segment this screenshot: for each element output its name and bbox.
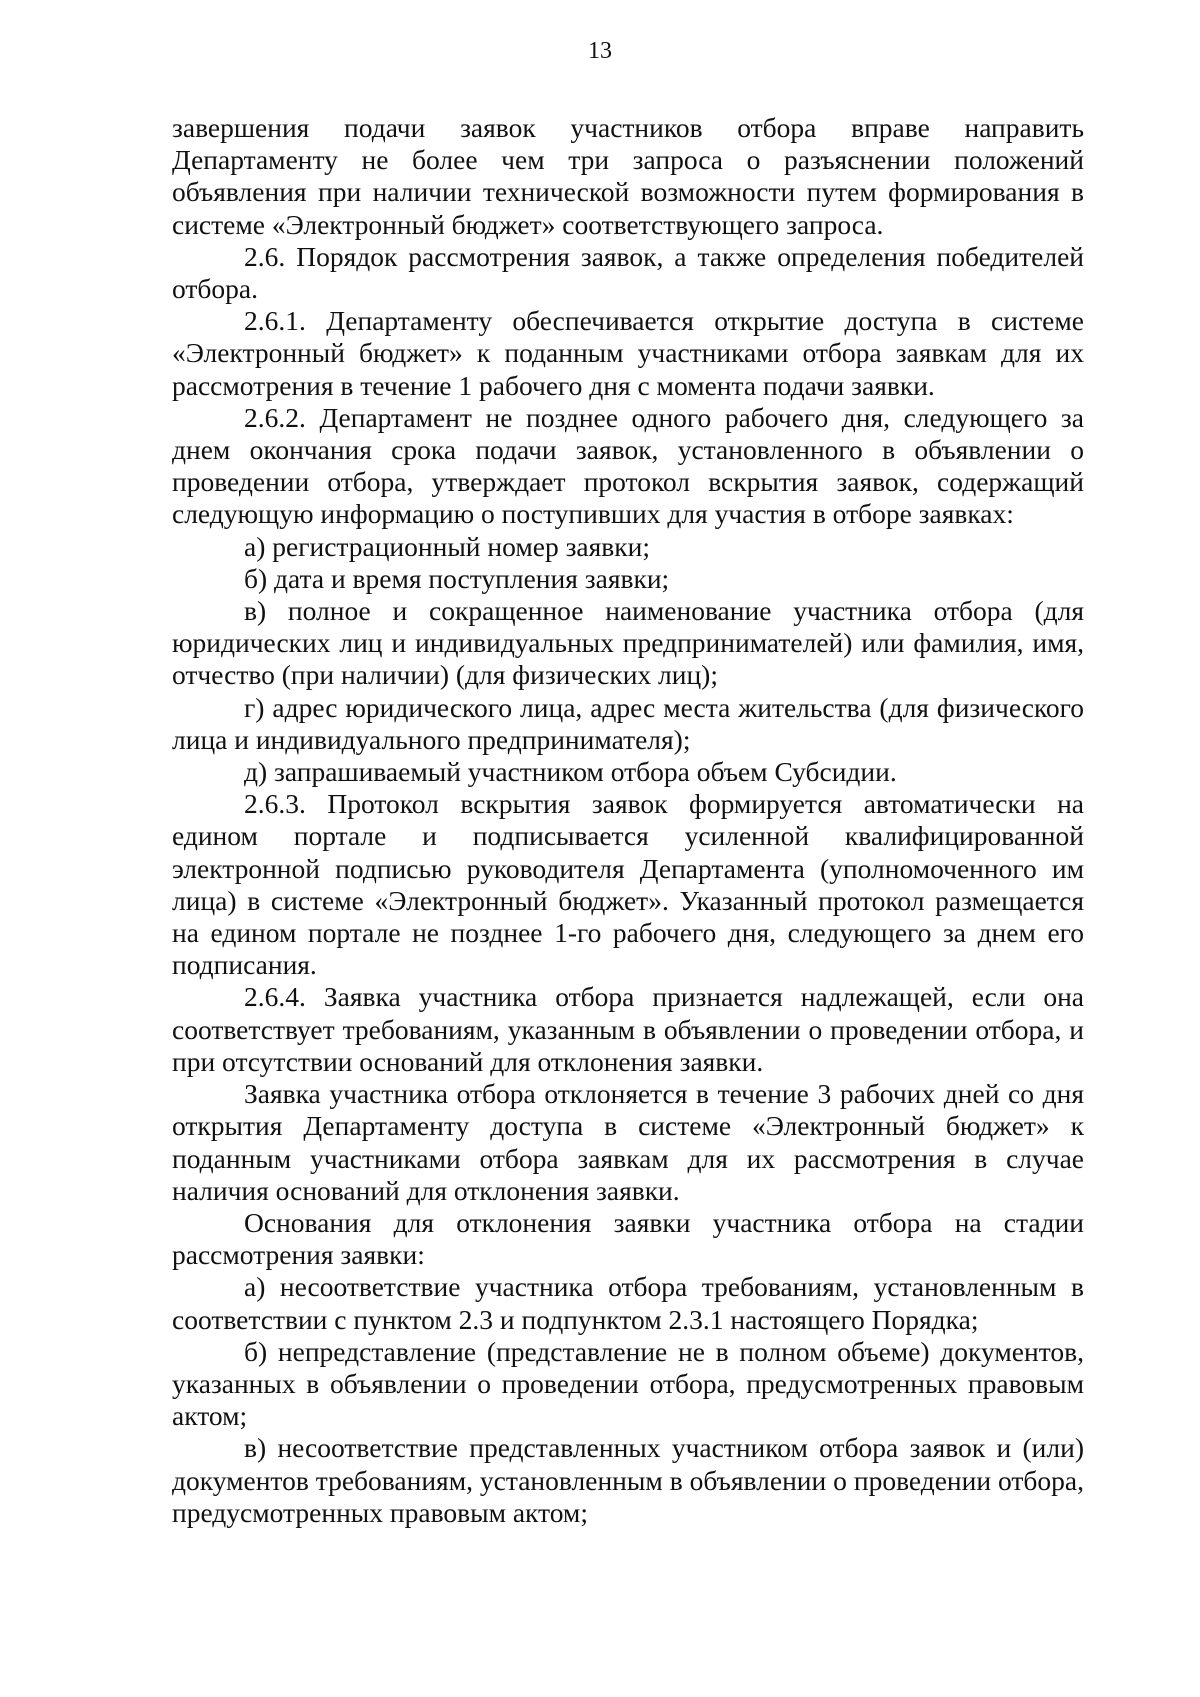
list-item-g: г) адрес юридического лица, адрес места жительства (для физического лица и индивидуального предпринимателя); [172,691,1084,755]
list-item-b: б) дата и время поступления заявки; [244,562,670,594]
document-body [172,112,1084,1529]
paragraph-2-6-4: 2.6.4. Заявка участника отбора признается надлежащей, если она соответствует требованиям, указанным в объявлении о проведении отбора, и при отсутствии оснований для отклонения заявки. [172,981,1084,1077]
grounds-item-a: а) несоответствие участника отбора требованиям, установленным в соответствии с пунктом 2.3 и подпунктом 2.3.1 настоящего Порядка; [172,1271,1084,1335]
paragraph-2-6-1: 2.6.1. Департаменту обеспечивается открытие доступа в системе «Электронный бюджет» к поданным участниками отбора заявкам для их рассмотрения в течение 1 рабочего дня с момента подачи заявки. [172,305,1084,401]
paragraph-rejection-grounds: Основания для отклонения заявки участника отбора на стадии рассмотрения заявки: [172,1206,1084,1271]
paragraph-rejection-term: Заявка участника отбора отклоняется в течение 3 рабочих дней со дня открытия Департаменту доступа в системе «Электронный бюджет» к поданным участниками отбора заявкам для их рассмотрения в случае наличия оснований для отклонения заявки. [172,1078,1084,1206]
page-number: 13 [588,38,612,64]
grounds-item-v: в) несоответствие представленных участником отбора заявок и (или) документов требованиям, установленным в объявлении о проведении отбора, предусмотренных правовым актом; [172,1432,1084,1528]
list-item-d: д) запрашиваемый участником отбора объем Субсидии. [244,756,897,788]
paragraph-continuation: завершения подачи заявок участников отбора вправе направить Департаменту не более чем три запроса о разъяснении положений объявления при наличии технической возможности путем формирования в системе «Электронный бюджет» соответствующего запроса. [172,112,1084,240]
list-item-a: а) регистрационный номер заявки; [244,530,650,562]
paragraph-2-6-3: 2.6.3. Протокол вскрытия заявок формируется автоматически на едином портале и подписывается усиленной квалифицированной электронной подписью руководителя Департамента (уполномоченного им лица) в системе «Электронный бюджет». Указанный протокол размещается на едином портале не позднее 1-го рабочего дня, следующего за днем его подписания. [172,788,1084,981]
grounds-item-b: б) непредставление (представление не в полном объеме) документов, указанных в объявлении о проведении отбора, предусмотренных правовым актом; [172,1335,1084,1432]
list-item-v: в) полное и сокращенное наименование участника отбора (для юридических лиц и индивидуальных предпринимателей) или фамилия, имя, отчество (при наличии) (для физических лиц); [172,595,1084,691]
paragraph-2-6-2: 2.6.2. Департамент не позднее одного рабочего дня, следующего за днем окончания срока подачи заявок, установленного в объявлении о проведении отбора, утверждает протокол вскрытия заявок, содержащий следующую информацию о поступивших для участия в отборе заявках: [172,401,1084,530]
section-heading-2-6: 2.6. Порядок рассмотрения заявок, а также определения победителей отбора. [172,240,1084,305]
